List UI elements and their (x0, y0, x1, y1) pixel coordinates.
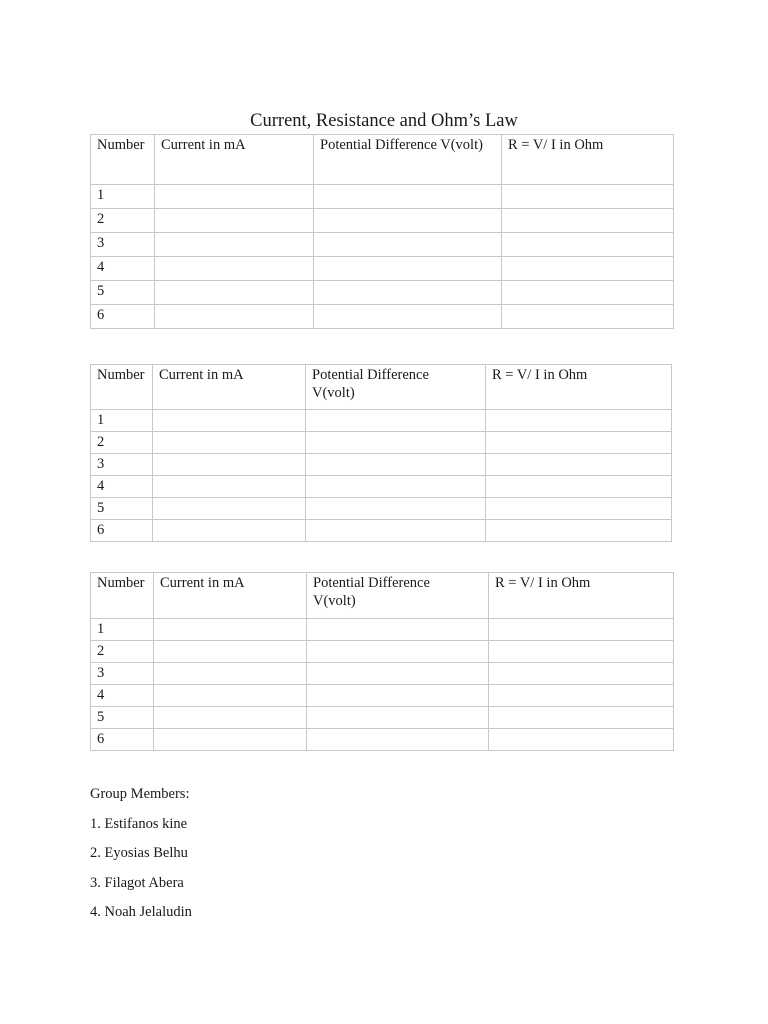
current-cell[interactable] (154, 729, 307, 751)
header-pd-line1: Potential Difference (312, 367, 429, 383)
current-cell[interactable] (153, 476, 306, 498)
potential-difference-cell[interactable] (307, 619, 489, 641)
row-number: 1 (91, 185, 155, 209)
resistance-cell[interactable] (489, 619, 674, 641)
potential-difference-cell[interactable] (306, 498, 486, 520)
potential-difference-cell[interactable] (307, 663, 489, 685)
member-item: 1. Estifanos kine (90, 815, 188, 832)
current-cell[interactable] (153, 520, 306, 542)
table-row (91, 685, 674, 707)
table-row (91, 641, 674, 663)
resistance-cell[interactable] (486, 454, 672, 476)
row-number: 2 (91, 432, 153, 454)
row-number: 5 (91, 707, 154, 729)
header-potential-difference: Potential Difference V(volt) (314, 135, 502, 185)
header-resistance: R = V/ I in Ohm (489, 573, 674, 619)
row-number: 1 (91, 410, 153, 432)
potential-difference-cell[interactable] (314, 305, 502, 329)
resistance-cell[interactable] (502, 209, 674, 233)
row-number: 4 (91, 476, 153, 498)
potential-difference-cell[interactable] (314, 185, 502, 209)
data-table-3 (90, 572, 674, 751)
row-number: 2 (91, 209, 155, 233)
row-number: 6 (91, 729, 154, 751)
table-row (91, 185, 674, 209)
current-cell[interactable] (153, 432, 306, 454)
header-pd-line1: Potential Difference (313, 575, 430, 591)
resistance-cell[interactable] (502, 257, 674, 281)
table-row (91, 476, 672, 498)
current-cell[interactable] (154, 663, 307, 685)
member-item: 3. Filagot Abera (90, 874, 184, 891)
potential-difference-cell[interactable] (306, 432, 486, 454)
resistance-cell[interactable] (489, 663, 674, 685)
resistance-cell[interactable] (486, 410, 672, 432)
table-row (91, 619, 674, 641)
potential-difference-cell[interactable] (307, 641, 489, 663)
resistance-cell[interactable] (486, 498, 672, 520)
resistance-cell[interactable] (502, 281, 674, 305)
page-title: Current, Resistance and Ohm’s Law (250, 111, 518, 131)
resistance-cell[interactable] (489, 641, 674, 663)
current-cell[interactable] (155, 305, 314, 329)
potential-difference-cell[interactable] (307, 685, 489, 707)
table-row (91, 257, 674, 281)
potential-difference-cell[interactable] (306, 410, 486, 432)
potential-difference-cell[interactable] (306, 454, 486, 476)
current-cell[interactable] (154, 619, 307, 641)
header-potential-difference (307, 573, 489, 619)
header-current: Current in mA (155, 135, 314, 185)
potential-difference-cell[interactable] (314, 281, 502, 305)
header-pd-line2: V(volt) (312, 385, 355, 401)
row-number: 3 (91, 454, 153, 476)
current-cell[interactable] (154, 707, 307, 729)
table-row (91, 233, 674, 257)
header-pd-line2: V(volt) (313, 593, 356, 609)
table-row (91, 432, 672, 454)
current-cell[interactable] (154, 685, 307, 707)
current-cell[interactable] (155, 233, 314, 257)
row-number: 6 (91, 305, 155, 329)
table-header-row (91, 573, 674, 619)
table-row (91, 281, 674, 305)
row-number: 3 (91, 663, 154, 685)
table-row (91, 410, 672, 432)
table-row (91, 305, 674, 329)
potential-difference-cell[interactable] (314, 209, 502, 233)
row-number: 6 (91, 520, 153, 542)
header-resistance: R = V/ I in Ohm (502, 135, 674, 185)
current-cell[interactable] (154, 641, 307, 663)
data-table-2 (90, 364, 672, 542)
resistance-cell[interactable] (489, 729, 674, 751)
member-item: 2. Eyosias Belhu (90, 845, 188, 861)
resistance-cell[interactable] (489, 707, 674, 729)
header-current: Current in mA (154, 573, 307, 619)
resistance-cell[interactable] (486, 432, 672, 454)
resistance-cell[interactable] (486, 520, 672, 542)
potential-difference-cell[interactable] (306, 476, 486, 498)
current-cell[interactable] (153, 498, 306, 520)
table-header-row (91, 365, 672, 410)
member-item: 4. Noah Jelaludin (90, 904, 192, 920)
resistance-cell[interactable] (502, 305, 674, 329)
table-row (91, 663, 674, 685)
header-current: Current in mA (153, 365, 306, 410)
current-cell[interactable] (153, 410, 306, 432)
table-row (91, 707, 674, 729)
header-resistance: R = V/ I in Ohm (486, 365, 672, 410)
current-cell[interactable] (155, 257, 314, 281)
resistance-cell[interactable] (502, 185, 674, 209)
header-number: Number (91, 135, 155, 185)
current-cell[interactable] (155, 185, 314, 209)
data-table-1 (90, 134, 674, 329)
potential-difference-cell[interactable] (314, 233, 502, 257)
table-header-row (91, 135, 674, 185)
row-number: 5 (91, 281, 155, 305)
potential-difference-cell[interactable] (306, 520, 486, 542)
table-row (91, 209, 674, 233)
row-number: 1 (91, 619, 154, 641)
header-number: Number (91, 573, 154, 619)
current-cell[interactable] (153, 454, 306, 476)
resistance-cell[interactable] (486, 476, 672, 498)
potential-difference-cell[interactable] (314, 257, 502, 281)
row-number: 4 (91, 257, 155, 281)
header-potential-difference (306, 365, 486, 410)
header-number: Number (91, 365, 153, 410)
group-members (90, 785, 192, 933)
row-number: 4 (91, 685, 154, 707)
row-number: 5 (91, 498, 153, 520)
table-row (91, 498, 672, 520)
table-row (91, 729, 674, 751)
current-cell[interactable] (155, 281, 314, 305)
resistance-cell[interactable] (502, 233, 674, 257)
resistance-cell[interactable] (489, 685, 674, 707)
row-number: 2 (91, 641, 154, 663)
table-row (91, 520, 672, 542)
table-row (91, 454, 672, 476)
row-number: 3 (91, 233, 155, 257)
potential-difference-cell[interactable] (307, 729, 489, 751)
potential-difference-cell[interactable] (307, 707, 489, 729)
group-members-heading: Group Members: (90, 786, 190, 802)
current-cell[interactable] (155, 209, 314, 233)
